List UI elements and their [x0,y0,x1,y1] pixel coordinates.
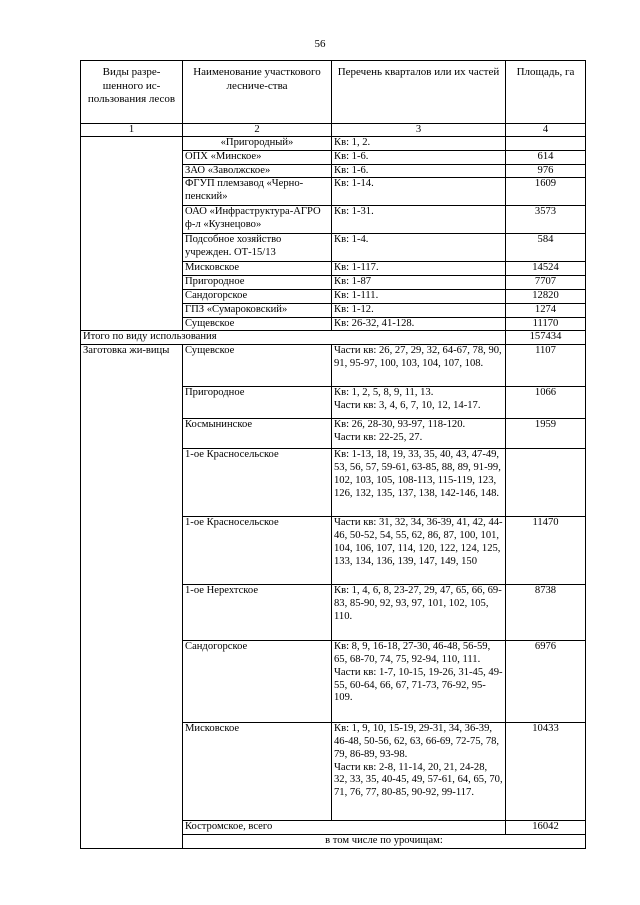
forestry-name: «Пригородный» [183,137,332,151]
total-label: Итого по виду использования [81,331,506,345]
area-value: 11170 [506,317,586,331]
forestry-name: 1-ое Красносельское [183,517,332,585]
header-row [81,61,586,124]
area-value: 10433 [506,723,586,821]
forestry-name: 1-ое Нерехтское [183,585,332,641]
header-use-type: Виды разре-шенного ис-пользования лесов [81,61,183,124]
table-row [81,137,586,151]
forestry-name: ЗАО «Заволжское» [183,164,332,178]
forestry-name: Сандогорское [183,641,332,723]
forestry-name: Мисковское [183,262,332,276]
forestry-name: Космынинское [183,419,332,449]
kostroma-total-area: 16042 [506,821,586,835]
area-value: 7707 [506,276,586,290]
area-value: 976 [506,164,586,178]
use-type-label: Заготовка жи-вицы [81,345,183,849]
area-value [506,137,586,151]
column-number: 1 [81,124,183,137]
area-value: 1107 [506,345,586,387]
quarters-list: Кв: 1-117. [332,262,506,276]
quarters-list: Кв: 1-87 [332,276,506,290]
area-value: 614 [506,150,586,164]
area-value: 14524 [506,262,586,276]
column-number: 4 [506,124,586,137]
total-area: 157434 [506,331,586,345]
forestry-name: Пригородное [183,276,332,290]
forestry-name: Подсобное хозяйство учрежден. ОТ-15/13 [183,234,332,262]
quarters-list: Части кв: 31, 32, 34, 36-39, 41, 42, 44-46, 50-52, 54, 55, 62, 86, 87, 100, 101, 104, 106, 107, 114, 120, 122, 124, 125, 133, 134, 136, 139, 147, 149, 150 [332,517,506,585]
forestry-name: 1-ое Красносельское [183,449,332,517]
forestry-name: ФГУП племзавод «Черно-пенский» [183,178,332,206]
quarters-list: Кв: 1-6. [332,150,506,164]
quarters-list: Части кв: 26, 27, 29, 32, 64-67, 78, 90, 91, 95-97, 100, 103, 104, 107, 108. [332,345,506,387]
quarters-list: Кв: 1, 2. [332,137,506,151]
page-number: 56 [314,38,326,50]
area-value: 6976 [506,641,586,723]
quarters-list: Кв: 26, 28-30, 93-97, 118-120. Части кв: 22-25, 27. [332,419,506,449]
table-row [81,345,586,387]
forestry-name: ОАО «Инфраструктура-АГРО ф-л «Кузнецово» [183,206,332,234]
header-area: Площадь, га [506,61,586,124]
quarters-list: Кв: 1-14. [332,178,506,206]
total-row [81,331,586,345]
area-value: 8738 [506,585,586,641]
quarters-list: Кв: 26-32, 41-128. [332,317,506,331]
quarters-list: Кв: 1-31. [332,206,506,234]
forestry-name: Мисковское [183,723,332,821]
area-value: 12820 [506,289,586,303]
quarters-list: Кв: 1, 9, 10, 15-19, 29-31, 34, 36-39, 46-48, 50-56, 62, 63, 66-69, 72-75, 78, 79, 86-89, 93-98. Части кв: 2-8, 11-14, 20, 21, 24-28, 32, 33, 35, 40-45, 49, 57-61, 64, 65, 70, 71, 76, 77, 80-85, 90-92, 99-117. [332,723,506,821]
by-tract-subheading: в том числе по урочищам: [183,834,586,848]
area-value: 1959 [506,419,586,449]
quarters-list: Кв: 1, 4, 6, 8, 23-27, 29, 47, 65, 66, 69-83, 85-90, 92, 93, 97, 101, 102, 105, 110. [332,585,506,641]
forestry-name: Сущевское [183,317,332,331]
column-number: 3 [332,124,506,137]
quarters-list: Кв: 8, 9, 16-18, 27-30, 46-48, 56-59, 65, 68-70, 74, 75, 92-94, 110, 111. Части кв: 1-7, 10-15, 19-26, 31-45, 49-55, 60-64, 66, 67, 71-73, 76-92, 95-109. [332,641,506,723]
quarters-list: Кв: 1-13, 18, 19, 33, 35, 40, 43, 47-49, 53, 56, 57, 59-61, 63-85, 88, 89, 91-99, 102, 103, 105, 108-113, 115-119, 123, 126, 132, 135, 137, 138, 142-146, 148. [332,449,506,517]
forestry-name: Пригородное [183,387,332,419]
use-type-cell-empty [81,137,183,331]
column-number-row [81,124,586,137]
quarters-list: Кв: 1-6. [332,164,506,178]
quarters-list: Кв: 1-4. [332,234,506,262]
area-value: 584 [506,234,586,262]
forest-use-table [80,60,586,849]
column-number: 2 [183,124,332,137]
quarters-list: Кв: 1-12. [332,303,506,317]
quarters-list: Кв: 1-111. [332,289,506,303]
area-value: 3573 [506,206,586,234]
area-value: 1066 [506,387,586,419]
header-quarters-list: Перечень кварталов или их частей [332,61,506,124]
forestry-name: ГПЗ «Сумароковский» [183,303,332,317]
area-value: 1609 [506,178,586,206]
area-value: 11470 [506,517,586,585]
area-value [506,449,586,517]
forestry-name: Сущевское [183,345,332,387]
forestry-name: Сандогорское [183,289,332,303]
header-forestry-name: Наименование участкового лесниче-ства [183,61,332,124]
quarters-list: Кв: 1, 2, 5, 8, 9, 11, 13. Части кв: 3, 4, 6, 7, 10, 12, 14-17. [332,387,506,419]
kostroma-total-label: Костромское, всего [183,821,506,835]
area-value: 1274 [506,303,586,317]
forestry-name: ОПХ «Минское» [183,150,332,164]
